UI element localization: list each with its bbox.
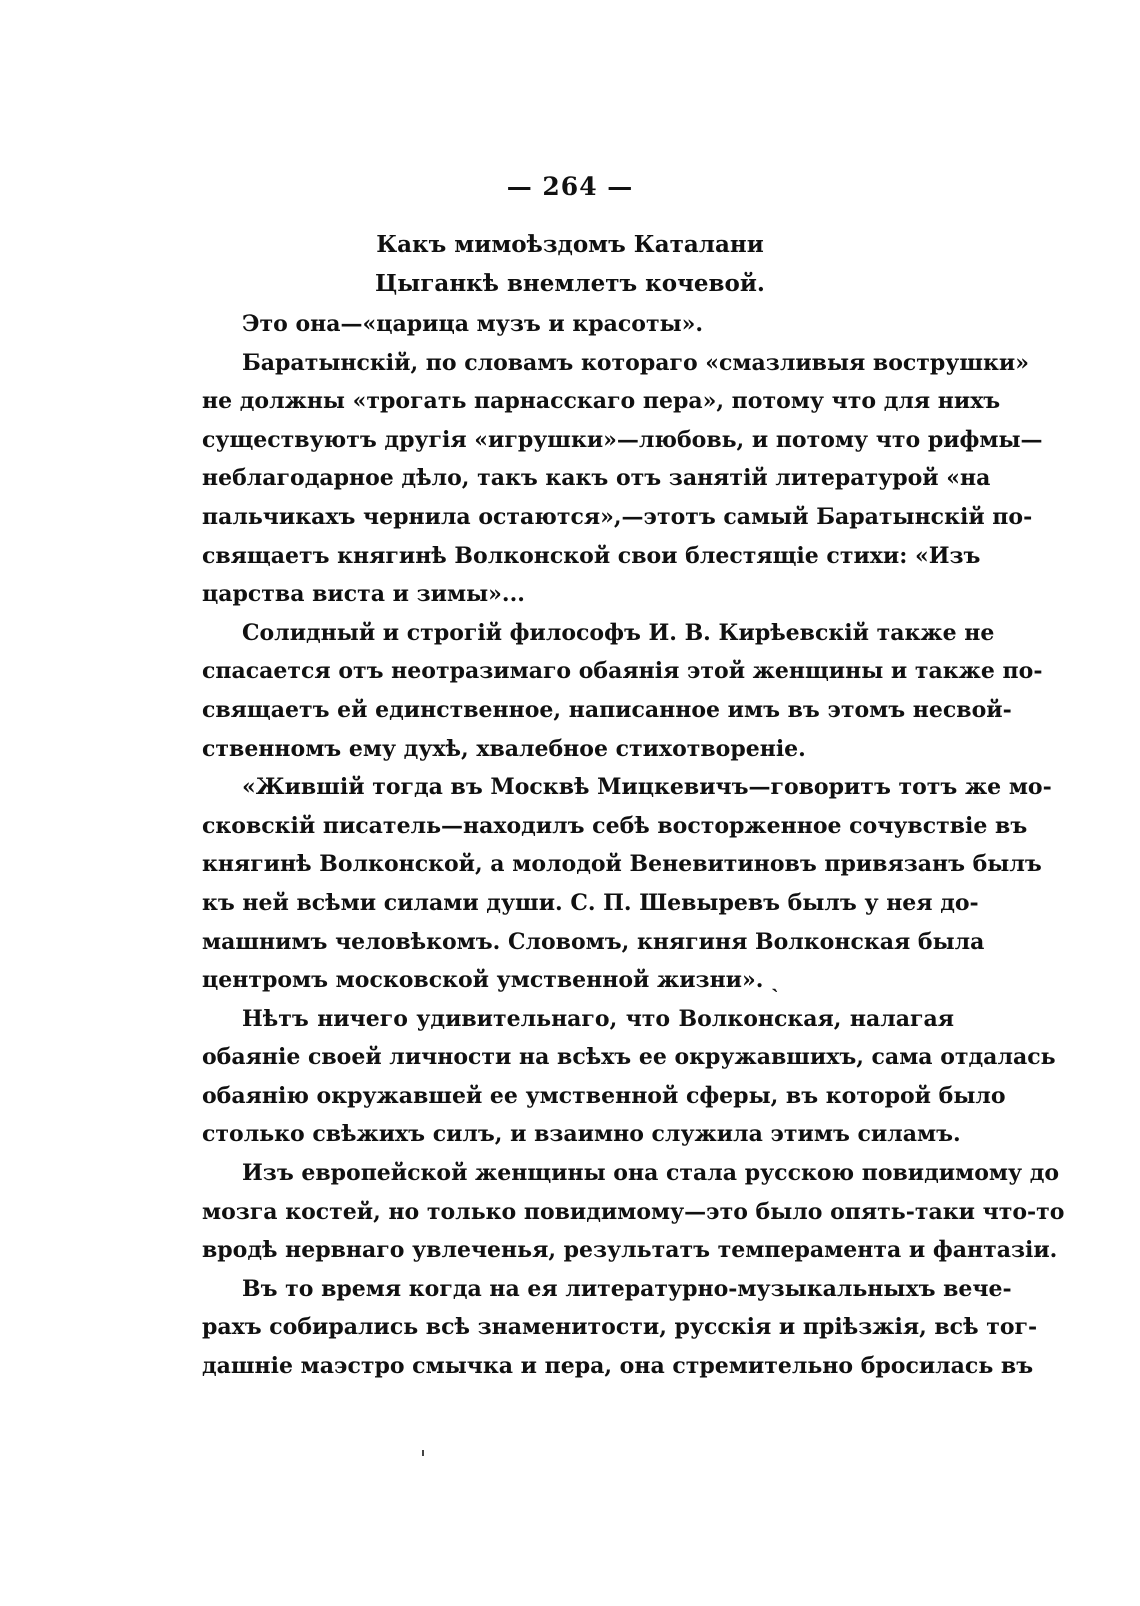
text-line: свящаетъ княгинѣ Волконской свои блестящіе стихи: «Изъ [202,542,981,569]
text-line: столько свѣжихъ силъ, и взаимно служила этимъ силамъ. [202,1121,961,1148]
paragraph [202,1270,1038,1386]
text-line: ственномъ ему духѣ, хвалебное стихотвореніе. [202,735,806,762]
text-line: Въ то время когда на ея литературно-музыкальныхъ вече- [242,1275,1012,1302]
text-line: рахъ собирались всѣ знаменитости, русскія и пріѣзжія, всѣ тог- [202,1314,1038,1341]
text-line: свящаетъ ей единственное, написанное имъ въ этомъ несвой- [202,696,1012,723]
text-line: мозга костей, но только повидимому—это было опять-таки что-то [202,1198,1065,1225]
text-line: «Жившій тогда въ Москвѣ Мицкевичъ—говоритъ тотъ же мо- [242,774,1052,801]
text-line: центромъ московской умственной жизни». ˎ [202,967,779,994]
text-line: обаяніе своей личности на всѣхъ ее окружавшихъ, сама отдалась [202,1044,1056,1071]
text-line: спасается отъ неотразимаго обаянія этой женщины и также по- [202,658,1043,685]
text-line: неблагодарное дѣло, такъ какъ отъ занятій литературой «на [202,465,991,492]
text-line: существуютъ другія «игрушки»—любовь, и потому что рифмы— [202,426,1043,453]
text-line: Это она—«царица музъ и красоты». [242,311,704,337]
text-line: княгинѣ Волконской, а молодой Веневитиновъ привязанъ былъ [202,851,1042,878]
page-number: — 264 — [506,172,634,201]
paragraph [202,768,1052,1000]
text-line: обаянію окружавшей ее умственной сферы, въ которой было [202,1082,1006,1109]
epigraph [0,225,1140,303]
text-line: Солидный и строгій философъ И. В. Кирѣевскій также не [242,619,995,646]
scan-speck [422,1450,424,1456]
body-text [202,305,1065,1386]
text-line: Баратынскій, по словамъ котораго «смазливыя вострушки» [242,349,1029,376]
text-line: Изъ европейской женщины она стала русскою повидимому до [242,1160,1060,1187]
paragraph [202,614,1043,768]
paragraph [202,1154,1065,1270]
text-line: Нѣтъ ничего удивительнаго, что Волконская, налагая [242,1005,954,1032]
paragraph [202,305,954,344]
paragraph [202,344,1043,614]
text-line: вродѣ нервнаго увлеченья, результатъ темперамента и фантазіи. [202,1237,1058,1264]
text-line: царства виста и зимы»... [202,581,525,608]
text-line: пальчикахъ чернила остаются»,—этотъ самый Баратынскій по- [202,503,1033,530]
epigraph-line: Какъ мимоѣздомъ Каталани [376,231,764,258]
text-line: не должны «трогать парнасскаго пера», потому что для нихъ [202,388,1001,415]
paragraph [202,1000,1056,1154]
text-line: къ ней всѣми силами души. С. П. Шевыревъ былъ у нея до- [202,889,979,916]
text-line: сковскій писатель—находилъ себѣ восторженное сочувствіе въ [202,812,1028,839]
text-line: дашніе маэстро смычка и пера, она стремительно бросилась въ [202,1353,1034,1380]
epigraph-line: Цыганкѣ внемлетъ кочевой. [375,270,765,297]
text-line: машнимъ человѣкомъ. Словомъ, княгиня Волконская была [202,928,985,955]
